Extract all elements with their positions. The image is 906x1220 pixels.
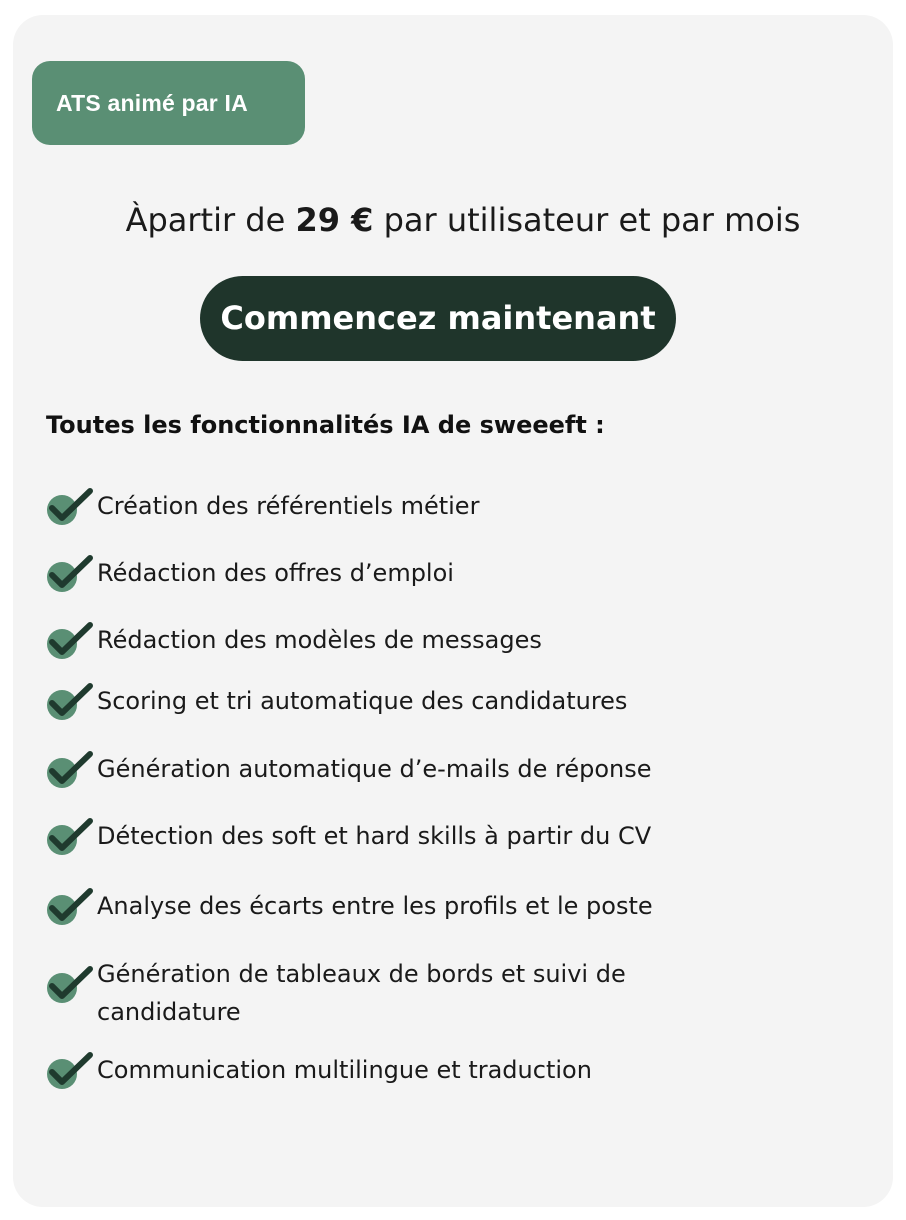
feature-item	[46, 1051, 866, 1091]
check-circle-icon	[46, 554, 94, 594]
feature-item	[46, 621, 866, 661]
feature-item	[46, 554, 866, 594]
feature-item	[46, 750, 866, 790]
feature-label: Scoring et tri automatique des candidatures	[97, 687, 628, 715]
feature-item	[46, 682, 866, 722]
product-badge: ATS animé par IA	[32, 61, 305, 145]
feature-label: Génération de tableaux de bords et suivi de candidature	[97, 960, 626, 1026]
feature-item	[46, 817, 866, 857]
features-title: Toutes les fonctionnalités IA de sweeeft :	[46, 411, 605, 439]
feature-label: Création des référentiels métier	[97, 492, 480, 520]
feature-item	[46, 487, 866, 527]
feature-label: Détection des soft et hard skills à partir du CV	[97, 822, 652, 850]
check-circle-icon	[46, 817, 94, 857]
check-circle-icon	[46, 487, 94, 527]
check-circle-icon	[46, 887, 94, 927]
feature-item	[46, 955, 866, 1031]
feature-label: Rédaction des offres d’emploi	[97, 559, 454, 587]
feature-label: Rédaction des modèles de messages	[97, 626, 542, 654]
pricing-suffix: par utilisateur et par mois	[373, 201, 801, 239]
check-circle-icon	[46, 682, 94, 722]
feature-item	[46, 887, 866, 927]
feature-label: Communication multilingue et traduction	[97, 1056, 592, 1084]
check-circle-icon	[46, 1051, 94, 1091]
feature-label: Génération automatique d’e-mails de réponse	[97, 755, 652, 783]
pricing-card	[13, 15, 893, 1207]
check-circle-icon	[46, 750, 94, 790]
start-now-button[interactable]: Commencez maintenant	[200, 276, 676, 361]
pricing-prefix: Àpartir de	[125, 201, 296, 239]
check-circle-icon	[46, 621, 94, 661]
check-circle-icon	[46, 965, 94, 1005]
pricing-amount: 29 €	[295, 201, 374, 239]
pricing-line	[13, 195, 893, 245]
feature-label: Analyse des écarts entre les profils et le poste	[97, 892, 653, 920]
